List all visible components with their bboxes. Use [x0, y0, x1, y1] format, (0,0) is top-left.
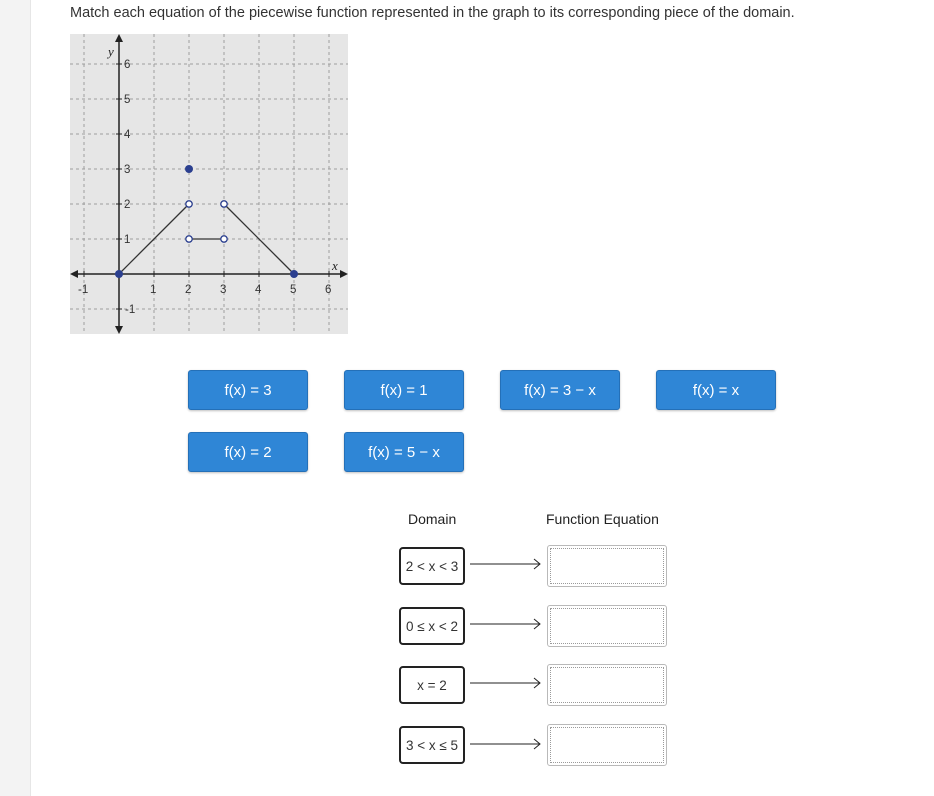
open-point	[221, 201, 227, 207]
y-tick-label: 4	[124, 129, 131, 141]
open-point	[221, 236, 227, 242]
arrow-icon	[470, 677, 542, 689]
closed-point	[290, 270, 298, 278]
domain-label: 0 ≤ x < 2	[405, 618, 459, 634]
x-tick-label: 6	[325, 284, 332, 296]
x-tick-label: 4	[255, 284, 262, 296]
tile-label: f(x) = 3	[224, 381, 272, 399]
x-axis-label: x	[332, 258, 338, 273]
x-tick-label: 2	[185, 284, 192, 296]
domain-label: 2 < x < 3	[405, 558, 459, 574]
segment-f-5-minus-x	[227, 207, 295, 275]
tile-f-equals-1[interactable]	[344, 370, 464, 410]
y-tick-label: 5	[124, 94, 131, 106]
x-tick-label: 1	[150, 284, 157, 296]
domain-label: x = 2	[417, 677, 447, 693]
axes	[76, 40, 342, 328]
arrow-icon	[470, 618, 542, 630]
function-equation-header: Function Equation	[546, 511, 659, 527]
open-point	[186, 236, 192, 242]
tile-label: f(x) = 3 − x	[524, 381, 596, 399]
y-tick-label: 2	[124, 199, 131, 211]
drop-target-2[interactable]	[547, 605, 667, 647]
axis-arrows	[70, 34, 348, 334]
tile-f-equals-2[interactable]	[188, 432, 308, 472]
y-tick-label: -1	[125, 304, 136, 316]
domain-box-3	[399, 666, 465, 704]
drop-target-3[interactable]	[547, 664, 667, 706]
graph-svg	[70, 34, 348, 334]
closed-point	[185, 165, 193, 173]
domain-label: 3 < x ≤ 5	[405, 737, 459, 753]
y-tick-label: 3	[124, 164, 131, 176]
domain-box-2	[399, 607, 465, 645]
x-tick-label: -1	[78, 284, 89, 296]
tile-f-equals-3[interactable]	[188, 370, 308, 410]
tile-label: f(x) = 5 − x	[368, 443, 440, 461]
open-point	[186, 201, 192, 207]
open-points	[186, 201, 227, 242]
arrow-icon	[470, 558, 542, 570]
tile-label: f(x) = 2	[224, 443, 272, 461]
piecewise-graph	[70, 34, 348, 334]
x-tick-label: 3	[220, 284, 227, 296]
x-tick-label: 5	[290, 284, 297, 296]
drop-target-4[interactable]	[547, 724, 667, 766]
tile-label: f(x) = 1	[380, 381, 428, 399]
graph-segments	[119, 207, 294, 275]
tile-label: f(x) = x	[692, 381, 740, 399]
domain-box-1	[399, 547, 465, 585]
question-text: Match each equation of the piecewise function represented in the graph to its corresponding piece of the domain.	[70, 5, 795, 21]
tile-f-equals-3-minus-x[interactable]	[500, 370, 620, 410]
arrow-icon	[470, 738, 542, 750]
closed-point	[115, 270, 123, 278]
domain-box-4	[399, 726, 465, 764]
tile-f-equals-5-minus-x[interactable]	[344, 432, 464, 472]
closed-points	[115, 165, 298, 278]
domain-header: Domain	[408, 511, 457, 527]
y-axis-label: y	[108, 44, 114, 59]
tile-f-equals-x[interactable]	[656, 370, 776, 410]
drop-target-1[interactable]	[547, 545, 667, 587]
grid	[70, 34, 348, 334]
y-tick-label: 1	[124, 234, 131, 246]
y-tick-label: 6	[124, 59, 131, 71]
